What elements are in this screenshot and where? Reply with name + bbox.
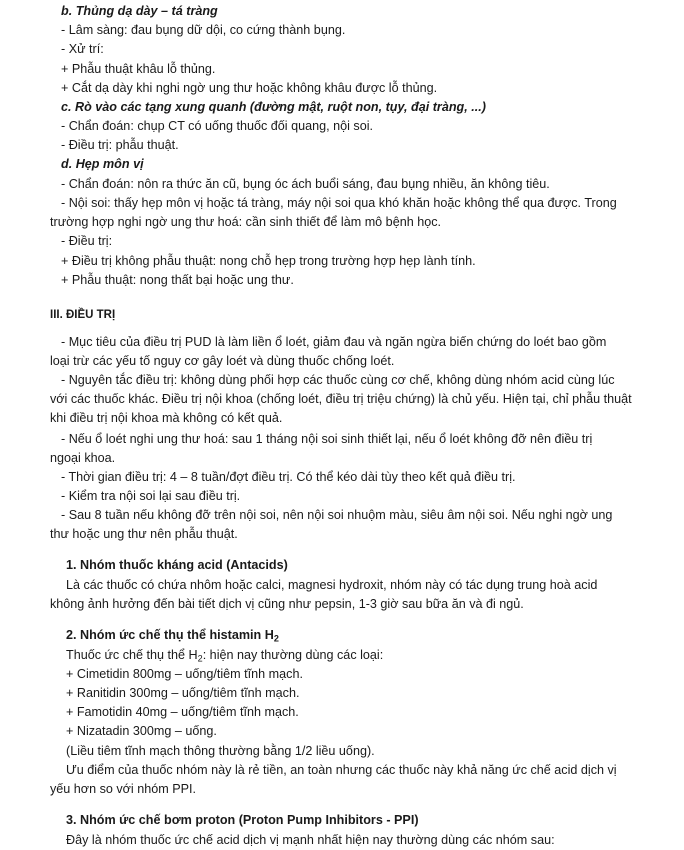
heading-hep-mon-vi: d. Hẹp môn vị [61, 157, 144, 171]
text-line: + Phẫu thuật khâu lỗ thủng. [61, 62, 216, 76]
text-line [66, 647, 383, 663]
text-line: trường hợp nghi ngờ ung thư hoá: cần sinh thiết để làm mô bệnh học. [50, 215, 442, 229]
text-line: Đây là nhóm thuốc ức chế acid dịch vị mạnh nhất hiện nay thường dùng các nhóm sau: [66, 833, 555, 847]
text-line: - Điều trị: [61, 234, 113, 248]
text-line: + Nizatadin 300mg – uống. [66, 724, 217, 738]
text-line: + Cắt dạ dày khi nghi ngờ ung thư hoặc không khâu được lỗ thủng. [61, 81, 438, 95]
text-line: (Liều tiêm tĩnh mạch thông thường bằng 1/2 liều uống). [66, 744, 375, 758]
text-line: - Nội soi: thấy hẹp môn vị hoặc tá tràng, máy nội soi qua khó khăn hoặc không thể qua được. Trong [61, 196, 617, 210]
intro-post: : hiện nay thường dùng các loại: [202, 648, 384, 662]
text-line: - Sau 8 tuần nếu không đỡ trên nội soi, nên nội soi nhuộm màu, siêu âm nội soi. Nếu nghi ngờ ung [61, 508, 613, 522]
heading-h2-text: 2. Nhóm ức chế thụ thể histamin H [66, 628, 274, 642]
heading-thung-da-day: b. Thủng dạ dày – tá tràng [61, 4, 218, 18]
text-line: - Chẩn đoán: chụp CT có uống thuốc đối quang, nội soi. [61, 119, 374, 133]
heading-h2-subscript: 2 [273, 633, 279, 644]
text-line: Ưu điểm của thuốc nhóm này là rẻ tiền, an toàn nhưng các thuốc này khả năng ức chế acid dịch vị [66, 763, 617, 777]
text-line: + Ranitidin 300mg – uống/tiêm tĩnh mạch. [66, 686, 300, 700]
text-line: ngoại khoa. [50, 451, 116, 465]
text-line: với các thuốc khác. Điều trị nội khoa (chống loét, điều trị triệu chứng) là chủ yếu. Hiện tại, chỉ phẫu thuật [50, 392, 632, 406]
heading-ro-vao-cac-tang: c. Rò vào các tạng xung quanh (đường mật, ruột non, tụy, đại tràng, ...) [61, 100, 486, 114]
text-line: - Xử trí: [61, 42, 104, 56]
heading-dieu-tri: III. ĐIỀU TRỊ [50, 309, 116, 321]
text-line: - Thời gian điều trị: 4 – 8 tuần/đợt điều trị. Có thể kéo dài tùy theo kết quả điều trị. [61, 470, 516, 484]
text-line: - Kiểm tra nội soi lại sau điều trị. [61, 489, 241, 503]
text-line: không ảnh hưởng đến bài tiết dịch vị cũng như pepsin, 1-3 giờ sau bữa ăn và đi ngủ. [50, 597, 524, 611]
text-line: + Cimetidin 800mg – uống/tiêm tĩnh mạch. [66, 667, 303, 681]
text-line: + Phẫu thuật: nong thất bại hoặc ung thư. [61, 273, 294, 287]
heading-antacids: 1. Nhóm thuốc kháng acid (Antacids) [66, 558, 288, 572]
intro-pre: Thuốc ức chế thụ thể H [66, 648, 198, 662]
heading-ppi: 3. Nhóm ức chế bơm proton (Proton Pump Inhibitors - PPI) [66, 813, 419, 827]
text-line: + Điều trị không phẫu thuật: nong chỗ hẹp trong trường hợp hẹp lành tính. [61, 254, 476, 268]
text-line: yếu hơn so với nhóm PPI. [50, 782, 197, 796]
text-line: - Lâm sàng: đau bụng dữ dội, co cứng thành bụng. [61, 23, 346, 37]
heading-h2-blockers [66, 627, 279, 643]
text-line: + Famotidin 40mg – uống/tiêm tĩnh mạch. [66, 705, 299, 719]
text-line: - Nếu ổ loét nghi ung thư hoá: sau 1 tháng nội soi sinh thiết lại, nếu ổ loét không đỡ nên điều trị [61, 432, 593, 446]
text-line: loại trừ các yếu tố nguy cơ gây loét và dùng thuốc chống loét. [50, 354, 395, 368]
text-line: Là các thuốc có chứa nhôm hoặc calci, magnesi hydroxit, nhóm này có tác dụng trung hoà acid [66, 578, 598, 592]
text-line: - Mục tiêu của điều trị PUD là làm liền ổ loét, giảm đau và ngăn ngừa biến chứng do loét bao gồm [61, 335, 607, 349]
intro-subscript: 2 [197, 653, 203, 664]
text-line: - Chẩn đoán: nôn ra thức ăn cũ, bụng óc ách buổi sáng, đau bụng nhiều, ăn không tiêu. [61, 177, 550, 191]
text-line: thư hoặc ung thư nên phẫu thuật. [50, 527, 238, 541]
text-line: - Điều trị: phẫu thuật. [61, 138, 179, 152]
text-line: - Nguyên tắc điều trị: không dùng phối hợp các thuốc cùng cơ chế, không dùng nhóm acid cùng lúc [61, 373, 615, 387]
text-line: khi điều trị nội khoa mà không có kết quả. [50, 411, 283, 425]
